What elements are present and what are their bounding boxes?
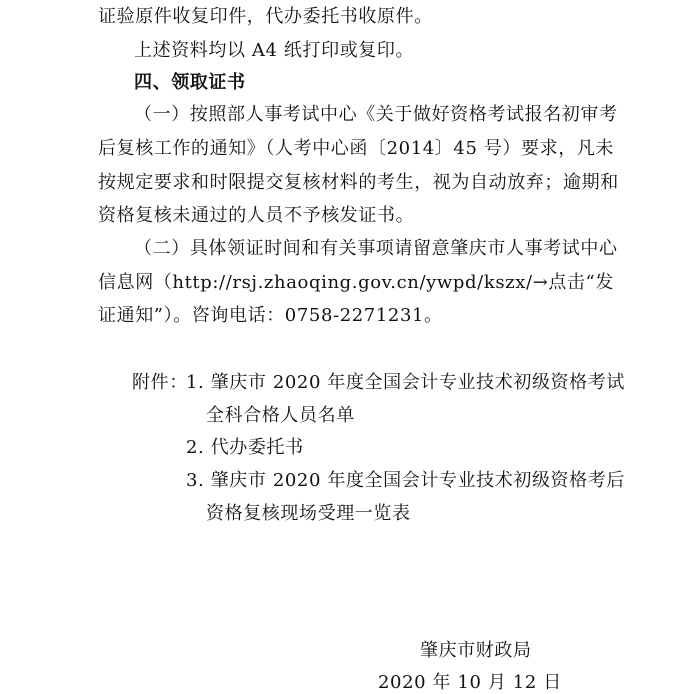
paragraph-2-line-2: 信息网（http://rsj.zhaoqing.gov.cn/ywpd/kszx/→点击“发 [98, 272, 614, 293]
issuing-organization: 肇庆市财政局 [420, 640, 532, 661]
body-line-2: 上述资料均以 A4 纸打印或复印。 [134, 40, 415, 61]
issue-date: 2020 年 10 月 12 日 [378, 672, 562, 693]
paragraph-2-line-3: 证通知”）。咨询电话：0758-2271231。 [98, 305, 443, 326]
attachment-item-3-line-2: 资格复核现场受理一览表 [206, 503, 411, 524]
attachment-item-1-line-2: 全科合格人员名单 [206, 405, 355, 426]
paragraph-1-line-4: 资格复核未通过的人员不予核发证书。 [98, 205, 415, 226]
paragraph-1-line-2: 后复核工作的通知》（人考中心函〔2014〕45 号）要求，凡未 [98, 138, 615, 159]
attachment-item-2: 2. 代办委托书 [186, 437, 304, 458]
attachment-item-1-line-1: 1. 肇庆市 2020 年度全国会计专业技术初级资格考试 [186, 372, 625, 393]
paragraph-1-line-1: （一）按照部人事考试中心《关于做好资格考试报名初审考 [134, 104, 618, 125]
paragraph-2-line-1: （二）具体领证时间和有关事项请留意肇庆市人事考试中心 [134, 238, 618, 259]
paragraph-1-line-3: 按规定要求和时限提交复核材料的考生，视为自动放弃；逾期和 [98, 172, 619, 193]
attachments-label: 附件： [132, 372, 188, 393]
attachment-item-3-line-1: 3. 肇庆市 2020 年度全国会计专业技术初级资格考后 [186, 470, 625, 491]
body-line-1: 证验原件收复印件，代办委托书收原件。 [98, 6, 433, 27]
section-heading-4: 四、领取证书 [134, 72, 246, 93]
